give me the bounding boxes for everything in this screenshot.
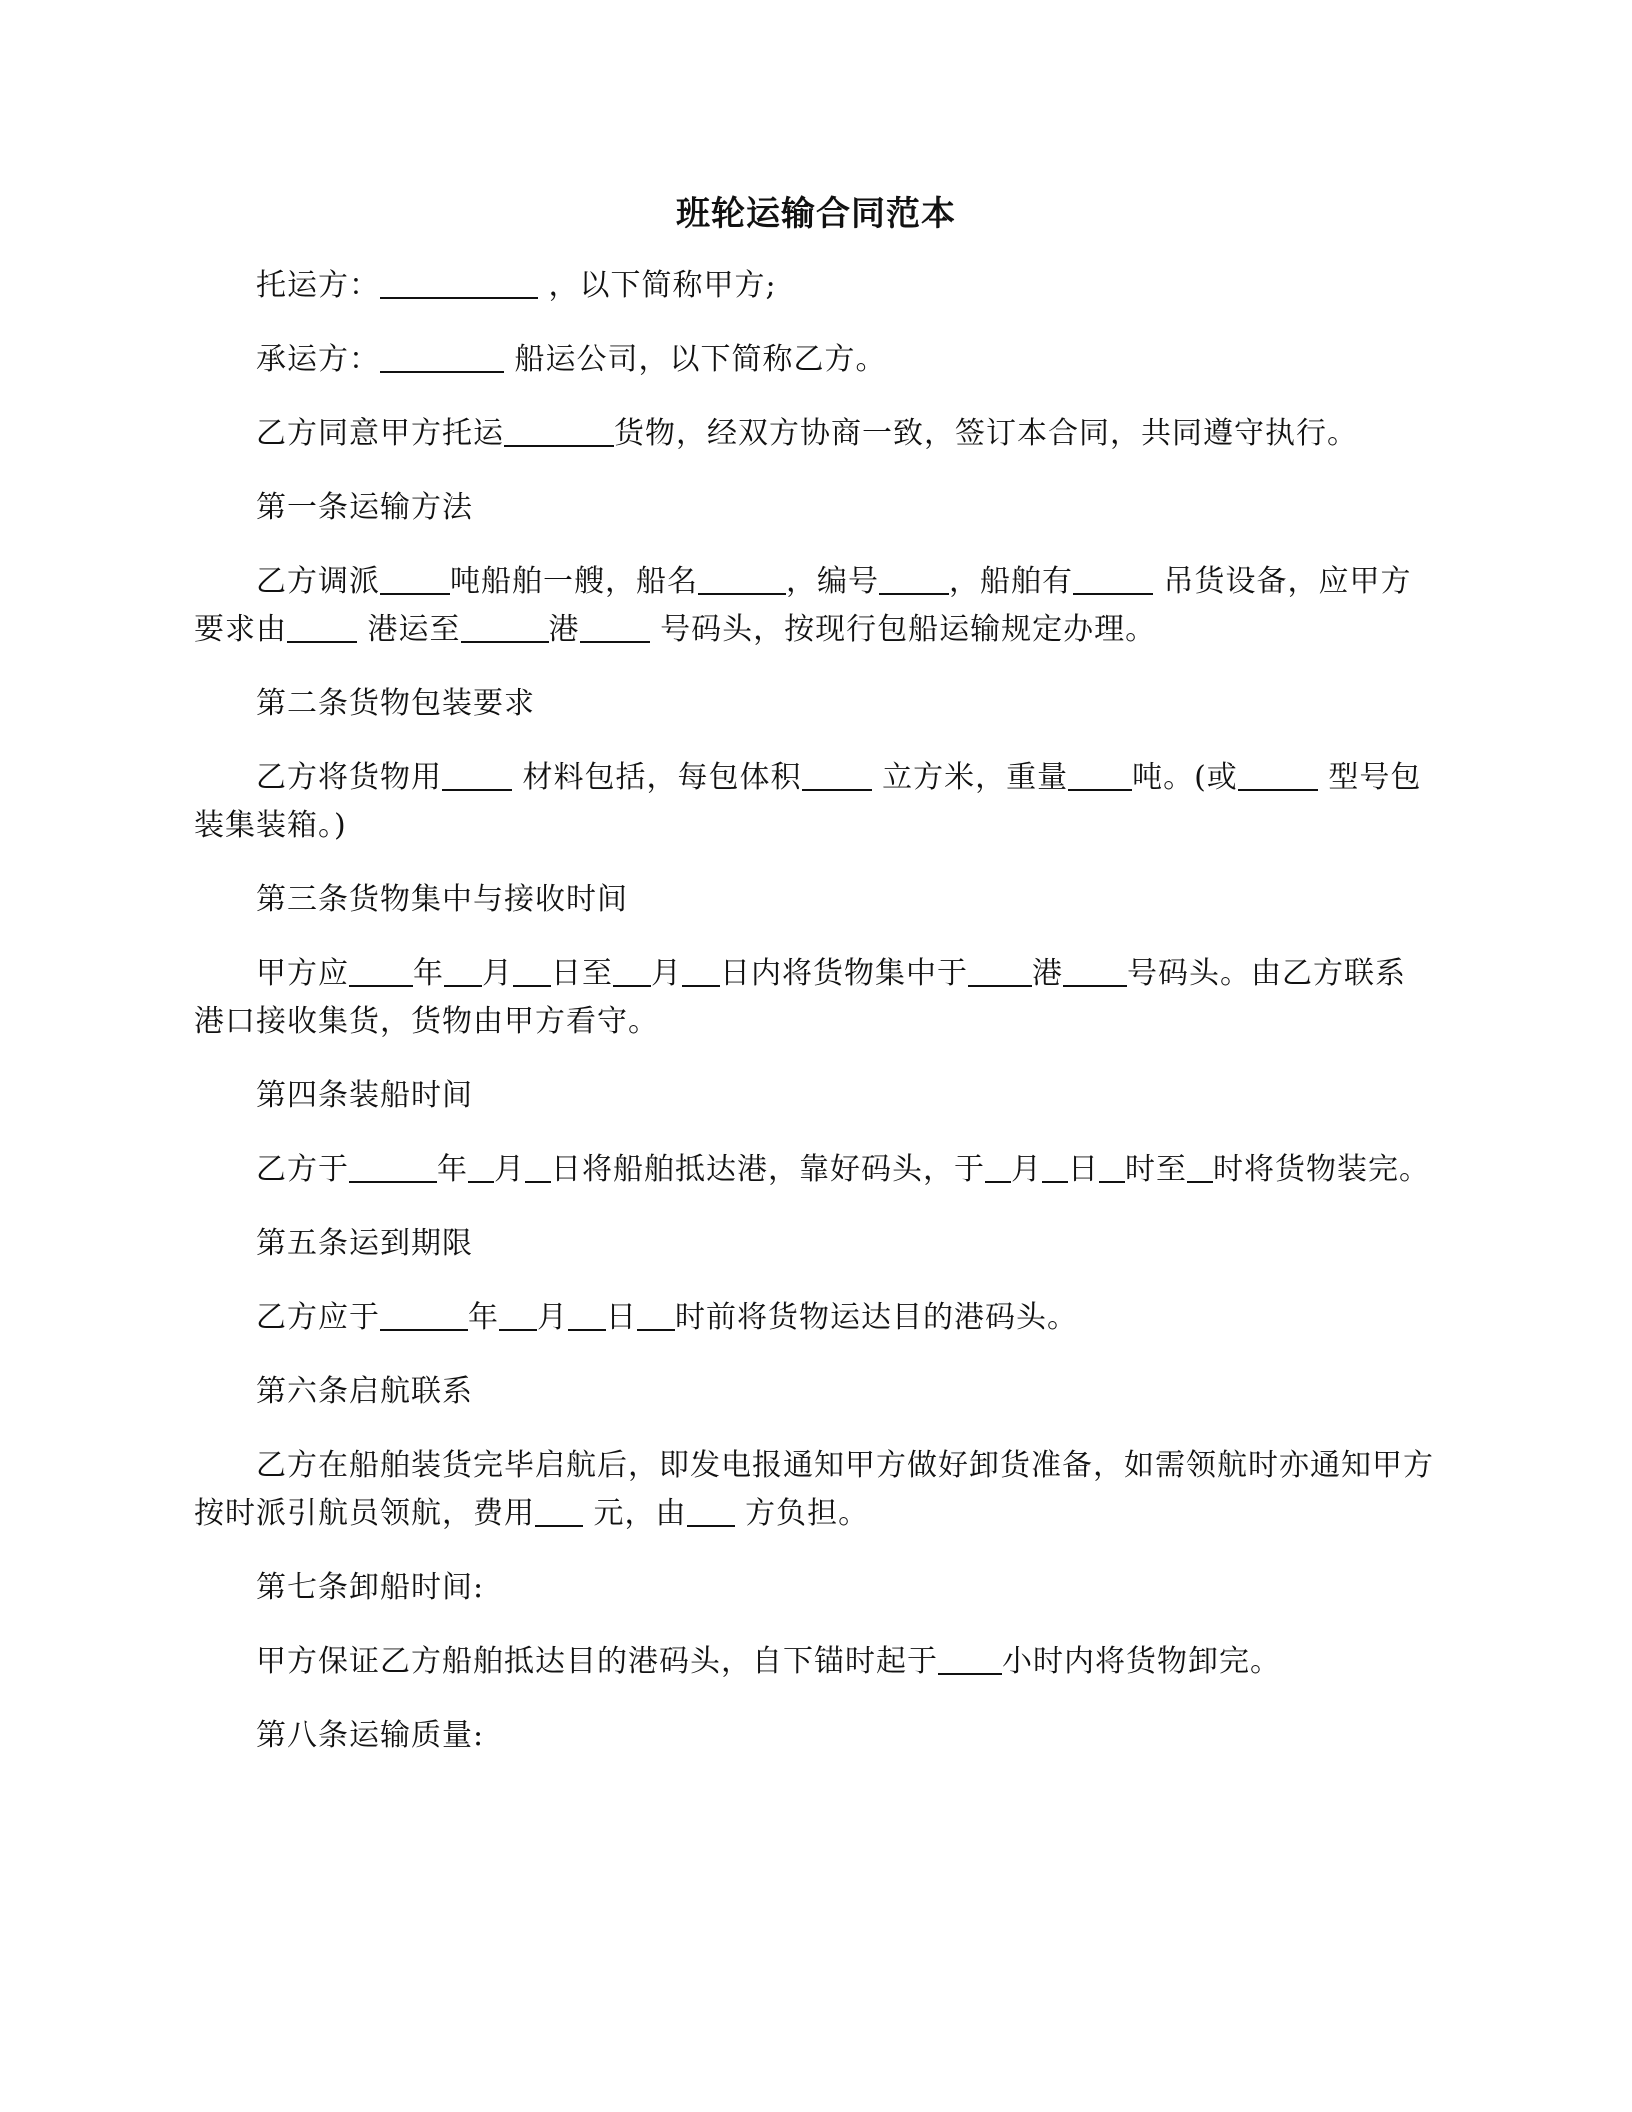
blank-field xyxy=(442,759,512,791)
text-segment: 日内将货物集中于 xyxy=(720,956,968,991)
text-segment: 吊货设备，应甲方要求由 xyxy=(194,564,1412,647)
blank-field xyxy=(461,611,549,643)
text-segment: 月 xyxy=(1011,1152,1042,1187)
paragraph-article-1 xyxy=(194,558,1434,654)
paragraph-article-3 xyxy=(194,950,1434,1046)
text-segment: 月 xyxy=(494,1152,525,1187)
heading-article-5: 第五条运到期限 xyxy=(256,1226,473,1261)
text-segment: 船运公司，以下简称乙方。 xyxy=(514,342,887,377)
blank-field xyxy=(380,1299,468,1331)
blank-field xyxy=(380,563,450,595)
paragraph-article-2 xyxy=(194,754,1434,850)
text-segment: 港 xyxy=(1032,956,1063,991)
text-segment: 日 xyxy=(1068,1152,1099,1187)
text-segment: 吨。(或 xyxy=(1132,760,1238,795)
text-segment: 货物，经双方协商一致，签订本合同，共同遵守执行。 xyxy=(614,416,1358,451)
text-segment: 吨船舶一艘，船名 xyxy=(450,564,698,599)
blank-field xyxy=(504,415,614,447)
text-segment: 立方米，重量 xyxy=(882,760,1069,795)
text-segment: 月 xyxy=(537,1300,568,1335)
blank-field xyxy=(525,1151,551,1183)
text-segment: 乙方在船舶装货完毕启航后，即发电报通知甲方做好卸货准备，如需领航时亦通知甲方按时派引航员领航，费用 xyxy=(194,1448,1434,1531)
blank-field xyxy=(879,563,949,595)
text-segment: ，船舶有 xyxy=(949,564,1073,599)
blank-field xyxy=(1073,563,1153,595)
paragraph-agreement xyxy=(194,410,1434,458)
paragraph-article-5 xyxy=(194,1294,1434,1342)
text-segment: 乙方同意甲方托运 xyxy=(256,416,504,451)
blank-field xyxy=(1068,759,1132,791)
blank-field xyxy=(698,563,786,595)
text-segment: 时前将货物运达目的港码头。 xyxy=(675,1300,1078,1335)
text-segment: 材料包括，每包体积 xyxy=(522,760,802,795)
text-segment: ，以下简称甲方; xyxy=(548,268,777,303)
document-title: 班轮运输合同范本 xyxy=(676,194,956,234)
text-segment: 时将货物装完。 xyxy=(1213,1152,1430,1187)
text-segment: 港运至 xyxy=(367,612,461,647)
blank-field xyxy=(287,611,357,643)
blank-field xyxy=(1187,1151,1213,1183)
heading-article-4: 第四条装船时间 xyxy=(256,1078,473,1113)
text-segment: 号码头，按现行包船运输规定办理。 xyxy=(660,612,1157,647)
text-segment: 年 xyxy=(468,1300,499,1335)
blank-field xyxy=(938,1643,1002,1675)
blank-field xyxy=(580,611,650,643)
blank-field xyxy=(1042,1151,1068,1183)
blank-field xyxy=(499,1299,537,1331)
heading-article-7: 第七条卸船时间: xyxy=(256,1570,485,1605)
text-segment: 月 xyxy=(482,956,513,991)
blank-field xyxy=(637,1299,675,1331)
text-segment: 号码头。由乙方联系港口接收集货，货物由甲方看守。 xyxy=(194,956,1406,1039)
blank-field xyxy=(1063,955,1127,987)
text-segment: 港 xyxy=(548,612,580,647)
text-segment: 承运方： xyxy=(256,342,380,377)
paragraph-article-6 xyxy=(194,1442,1434,1538)
blank-field xyxy=(968,955,1032,987)
blank-field xyxy=(513,955,551,987)
blank-field xyxy=(687,1495,735,1527)
text-segment: 年 xyxy=(413,956,444,991)
text-segment: 日至 xyxy=(551,956,613,991)
text-segment: 甲方保证乙方船舶抵达目的港码头，自下锚时起于 xyxy=(256,1644,938,1679)
text-segment: 乙方于 xyxy=(256,1152,349,1187)
text-segment: 小时内将货物卸完。 xyxy=(1002,1644,1281,1679)
text-segment: 乙方调派 xyxy=(256,564,380,599)
paragraph-carrier xyxy=(194,336,1434,384)
blank-field xyxy=(468,1151,494,1183)
blank-field xyxy=(380,341,504,373)
paragraph-article-7 xyxy=(194,1638,1434,1686)
paragraph-article-4 xyxy=(194,1146,1434,1194)
heading-article-6: 第六条启航联系 xyxy=(256,1374,473,1409)
text-segment: 年 xyxy=(437,1152,468,1187)
blank-field xyxy=(349,1151,437,1183)
text-segment: 元，由 xyxy=(593,1496,687,1531)
blank-field xyxy=(802,759,872,791)
text-segment: 型号包装集装箱。) xyxy=(194,760,1422,843)
document-body xyxy=(194,262,1434,1760)
heading-article-2: 第二条货物包装要求 xyxy=(256,686,535,721)
text-segment: 乙方将货物用 xyxy=(256,760,442,795)
text-segment: 时至 xyxy=(1125,1152,1187,1187)
text-segment: 乙方应于 xyxy=(256,1300,380,1335)
heading-article-3: 第三条货物集中与接收时间 xyxy=(256,882,628,917)
blank-field xyxy=(1099,1151,1125,1183)
blank-field xyxy=(613,955,651,987)
blank-field xyxy=(682,955,720,987)
blank-field xyxy=(568,1299,606,1331)
heading-article-1: 第一条运输方法 xyxy=(256,490,473,525)
text-segment: 日 xyxy=(606,1300,637,1335)
blank-field xyxy=(349,955,413,987)
text-segment: 甲方应 xyxy=(256,956,349,991)
text-segment: 月 xyxy=(651,956,682,991)
blank-field xyxy=(535,1495,583,1527)
blank-field xyxy=(444,955,482,987)
heading-article-8: 第八条运输质量: xyxy=(256,1718,485,1753)
text-segment: ，编号 xyxy=(786,564,879,599)
blank-field xyxy=(985,1151,1011,1183)
text-segment: 托运方： xyxy=(256,268,380,303)
paragraph-shipper xyxy=(194,262,1434,310)
text-segment: 日将船舶抵达港，靠好码头，于 xyxy=(551,1152,985,1187)
blank-field xyxy=(1238,759,1318,791)
blank-field xyxy=(380,267,538,299)
text-segment: 方负担。 xyxy=(745,1496,870,1531)
